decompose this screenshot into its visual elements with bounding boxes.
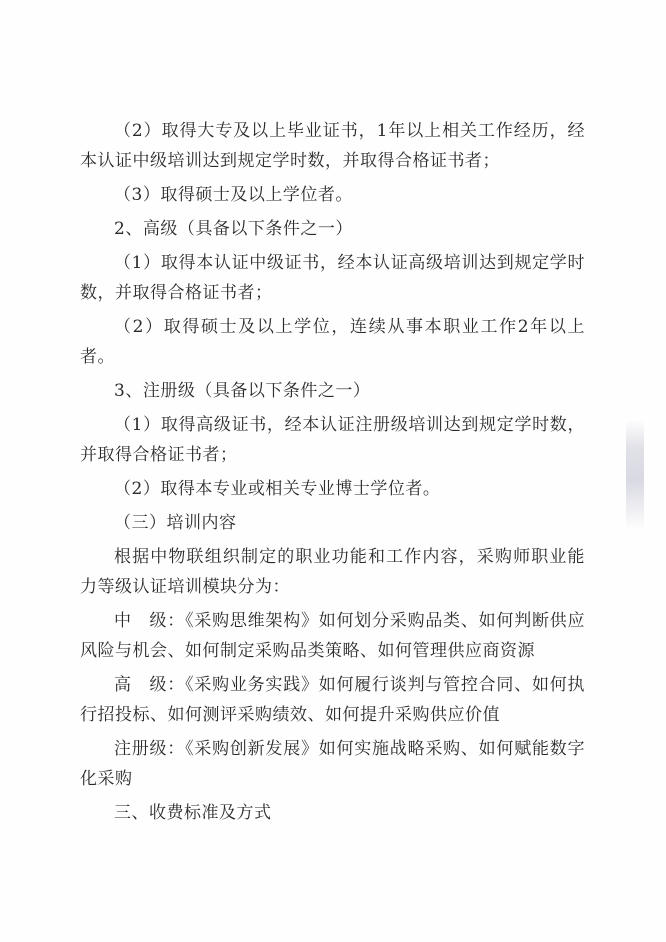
paragraph-registered-condition-1: （1）取得高级证书，经本认证注册级培训达到规定学时数，并取得合格证书者； — [80, 415, 585, 465]
paragraph-module-intermediate: 中 级：《采购思维架构》如何划分采购品类、如何判断供应风险与机会、如何制定采购品类策略、如何管理供应商资源 — [80, 611, 585, 661]
paragraph-training-intro: 根据中物联组织制定的职业功能和工作内容，采购师职业能力等级认证培训模块分为： — [80, 547, 585, 597]
heading-fee-standards: 三、收费标准及方式 — [114, 803, 272, 823]
scan-edge-mark — [626, 420, 644, 530]
paragraph-module-senior: 高 级：《采购业务实践》如何履行谈判与管控合同、如何执行招投标、如何测评采购绩效、如何提升采购供应价值 — [80, 675, 585, 725]
paragraph-senior-condition-2: （2）取得硕士及以上学位，连续从事本职业工作2年以上者。 — [80, 317, 585, 367]
heading-senior-level: 2、高级（具备以下条件之一） — [114, 219, 353, 239]
paragraph-registered-condition-2: （2）取得本专业或相关专业博士学位者。 — [114, 479, 441, 499]
paragraph-module-registered: 注册级：《采购创新发展》如何实施战略采购、如何赋能数字化采购 — [80, 739, 585, 789]
paragraph-intermediate-condition-2: （2）取得大专及以上毕业证书，1年以上相关工作经历，经本认证中级培训达到规定学时数，并取得合格证书者； — [80, 121, 585, 171]
document-body — [80, 116, 585, 828]
paragraph-senior-condition-1: （1）取得本认证中级证书，经本认证高级培训达到规定学时数，并取得合格证书者； — [80, 253, 585, 303]
paragraph-intermediate-condition-3: （3）取得硕士及以上学位者。 — [114, 185, 353, 205]
heading-registered-level: 3、注册级（具备以下条件之一） — [114, 381, 371, 401]
heading-training-content: （三）培训内容 — [114, 513, 237, 533]
